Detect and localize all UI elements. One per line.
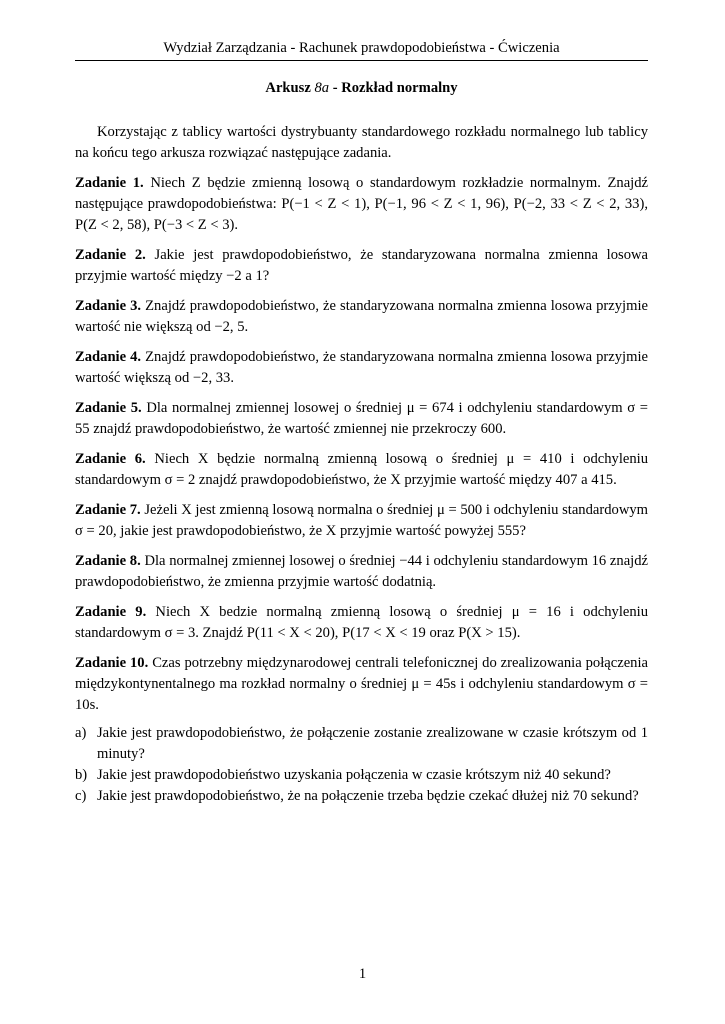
task-text: Dla normalnej zmiennej losowej o średniej −44 i odchyleniu standardowym 16 znajdź prawdopodobieństwo, że zmienna przyjmie wartość dodatnią. (75, 553, 648, 590)
task-label: Zadanie 6. (75, 451, 146, 467)
task-5 (75, 398, 648, 440)
page-number: 1 (358, 966, 367, 982)
subtask-text: Jakie jest prawdopodobieństwo, że połączenie zostanie zrealizowane w czasie krótszym od 1 minuty? (97, 725, 648, 762)
subtask-a (75, 723, 648, 765)
task-9 (75, 602, 648, 644)
task-text: Jeżeli X jest zmienną losową normalna o średniej μ = 500 i odchyleniu standardowym σ = 20, jakie jest prawdopodobieństwo, że X przyjmie wartość powyżej 555? (75, 502, 649, 539)
task-label: Zadanie 7. (75, 502, 141, 518)
header-rule (75, 60, 648, 61)
title-prefix: Arkusz (265, 80, 315, 96)
task-label: Zadanie 8. (75, 553, 141, 569)
subtask-c (75, 786, 648, 807)
task-label: Zadanie 3. (75, 298, 142, 314)
task-label: Zadanie 1. (75, 175, 144, 191)
exercise-sheet-body (75, 122, 648, 807)
sheet-title (75, 80, 648, 97)
task-label: Zadanie 5. (75, 400, 142, 416)
task-label: Zadanie 9. (75, 604, 147, 620)
task-10-subtasks (75, 723, 648, 807)
intro-paragraph: Korzystając z tablicy wartości dystrybuanty standardowego rozkładu normalnego lub tablicy na końcu tego arkusza rozwiązać następujące zadania. (75, 124, 648, 161)
subtask-letter: b) (75, 767, 88, 783)
task-1 (75, 173, 648, 236)
task-text: Znajdź prawdopodobieństwo, że standaryzowana normalna zmienna losowa przyjmie wartość nie większą od −2, 5. (75, 298, 648, 335)
subtask-letter: c) (75, 788, 87, 804)
task-text: Niech X bedzie normalną zmienną losową o średniej μ = 16 i odchyleniu standardowym σ = 3. Znajdź P(11 < X < 20), P(17 < X < 19 oraz P(X > 15). (75, 604, 648, 641)
task-4 (75, 347, 648, 389)
task-text: Jakie jest prawdopodobieństwo, że standaryzowana normalna zmienna losowa przyjmie wartość między −2 a 1? (75, 247, 649, 284)
task-label: Zadanie 2. (75, 247, 146, 263)
subtask-b (75, 765, 648, 786)
task-text: Niech X będzie normalną zmienną losową o średniej μ = 410 i odchyleniu standardowym σ = 2 znajdź prawdopodobieństwo, że X przyjmie wartość między 407 a 415. (75, 451, 648, 488)
running-header: Wydział Zarządzania - Rachunek prawdopodobieństwa - Ćwiczenia (163, 40, 560, 56)
task-8 (75, 551, 648, 593)
task-label: Zadanie 10. (75, 655, 149, 671)
title-suffix: - Rozkład normalny (329, 80, 458, 96)
task-6 (75, 449, 648, 491)
task-label: Zadanie 4. (75, 349, 142, 365)
title-sheet-id: 8a (314, 80, 330, 96)
task-7 (75, 500, 648, 542)
task-10 (75, 653, 648, 716)
subtask-letter: a) (75, 725, 87, 741)
subtask-text: Jakie jest prawdopodobieństwo, że na połączenie trzeba będzie czekać dłużej niż 70 sekund? (97, 788, 639, 804)
task-text: Czas potrzebny międzynarodowej centrali telefonicznej do zrealizowania połączenia międzykontynentalnego ma rozkład normalny o średniej μ = 45s i odchyleniu standardowym σ = 10s. (75, 655, 649, 713)
task-text: Dla normalnej zmiennej losowej o średniej μ = 674 i odchyleniu standardowym σ = 55 znajdź prawdopodobieństwo, że wartość zmiennej nie przekroczy 600. (75, 400, 648, 437)
subtask-text: Jakie jest prawdopodobieństwo uzyskania połączenia w czasie krótszym niż 40 sekund? (97, 767, 611, 783)
task-text: Znajdź prawdopodobieństwo, że standaryzowana normalna zmienna losowa przyjmie wartość większą od −2, 33. (75, 349, 648, 386)
task-3 (75, 296, 648, 338)
task-text: Niech Z będzie zmienną losową o standardowym rozkładzie normalnym. Znajdź następujące prawdopodobieństwa: P(−1 < Z < 1), P(−1, 96 < Z < 1, 96), P(−2, 33 < Z < 2, 33), P(Z < 2, 58), P(−3 < Z < 3). (75, 175, 648, 233)
task-2 (75, 245, 648, 287)
